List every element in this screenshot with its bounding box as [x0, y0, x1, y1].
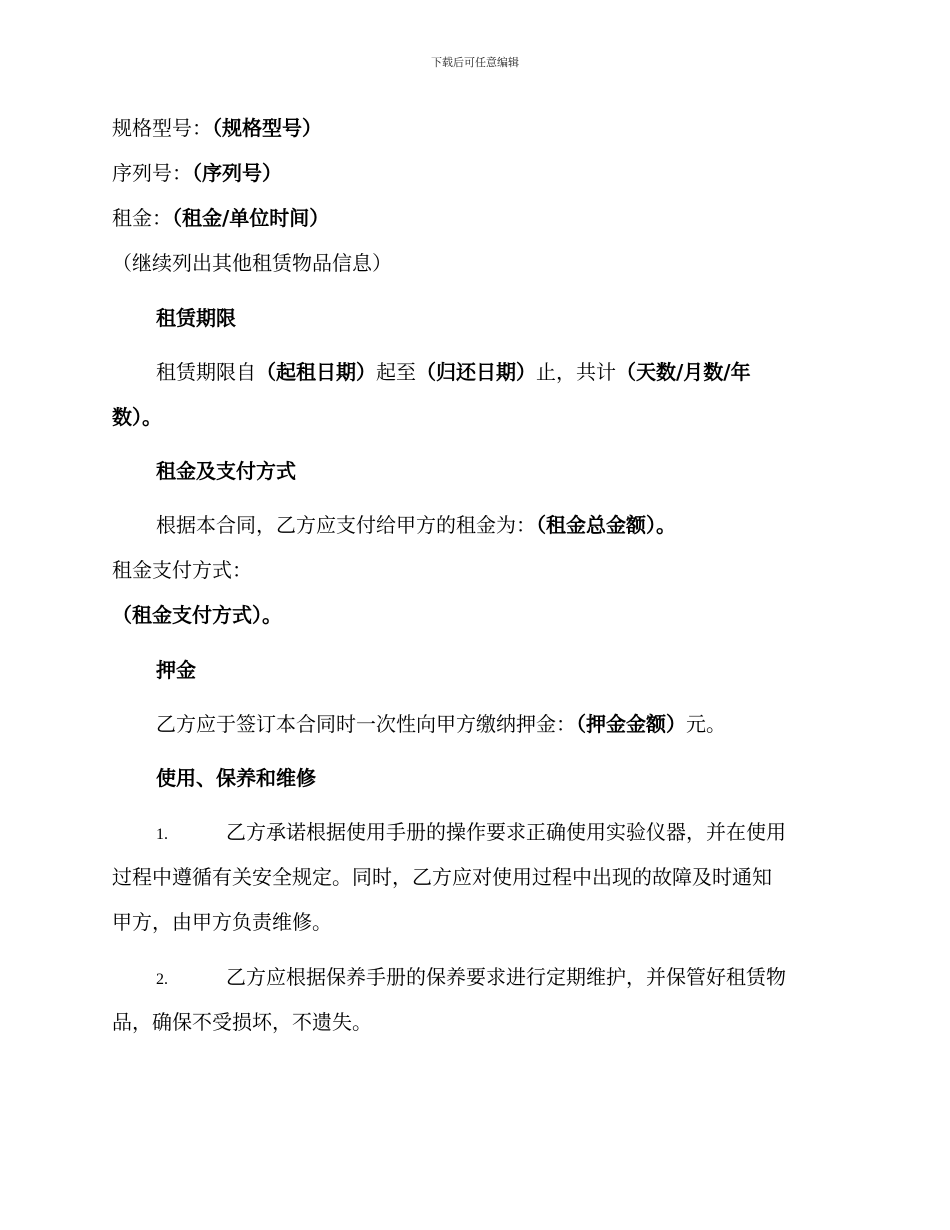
- page-header: 下载后可任意编辑: [431, 56, 519, 69]
- maintenance-item-1-line-3: 甲方，由甲方负责维修。: [112, 910, 332, 934]
- maintenance-item-1-line-1: [156, 818, 786, 849]
- deposit-amount: （押金金额）: [576, 712, 686, 736]
- period-line-1: [156, 358, 751, 386]
- payment-method-value: （租金支付方式）。: [112, 603, 282, 627]
- deposit-line: [156, 710, 726, 738]
- deposit-unit: 元。: [686, 712, 726, 736]
- rent-value: （租金/单位时间）: [172, 206, 330, 230]
- payment-heading: 租金及支付方式: [156, 459, 296, 483]
- period-text-2: 起至: [376, 360, 416, 384]
- serial-value: （序列号）: [192, 161, 282, 185]
- period-end: （归还日期）: [416, 360, 536, 384]
- serial-line: [112, 159, 282, 187]
- more-items-note: （继续列出其他租赁物品信息）: [112, 251, 392, 275]
- payment-text: 根据本合同，乙方应支付给甲方的租金为：: [156, 513, 536, 537]
- maintenance-item-2-line-2: 品，确保不受损坏，不遗失。: [112, 1010, 372, 1034]
- period-text-3: 止，共计: [536, 360, 616, 384]
- model-value: （规格型号）: [212, 116, 322, 140]
- maintenance-heading: 使用、保养和维修: [156, 766, 316, 790]
- maintenance-item-2-number: 2.: [156, 971, 168, 988]
- period-start: （起租日期）: [256, 360, 376, 384]
- period-heading: 租赁期限: [156, 306, 236, 330]
- rent-line: [112, 204, 329, 232]
- maintenance-item-1-line-2: 过程中遵循有关安全规定。同时，乙方应对使用过程中出现的故障及时通知: [112, 865, 772, 889]
- serial-label: 序列号：: [112, 161, 192, 185]
- payment-method-label: 租金支付方式：: [112, 558, 252, 582]
- maintenance-item-1-text: 乙方承诺根据使用手册的操作要求正确使用实验仪器，并在使用: [226, 820, 786, 844]
- deposit-text: 乙方应于签订本合同时一次性向甲方缴纳押金：: [156, 712, 576, 736]
- maintenance-item-2-line-1: [156, 963, 786, 994]
- maintenance-item-2-text: 乙方应根据保养手册的保养要求进行定期维护，并保管好租赁物: [226, 965, 786, 989]
- rent-label: 租金：: [112, 206, 172, 230]
- period-total: （天数/月数/年: [616, 360, 751, 384]
- payment-amount: （租金总金额）。: [536, 513, 676, 537]
- model-line: [112, 114, 322, 142]
- period-line-2: 数）。: [112, 405, 162, 429]
- model-label: 规格型号：: [112, 116, 212, 140]
- period-text-1: 租赁期限自: [156, 360, 256, 384]
- maintenance-item-1-number: 1.: [156, 826, 168, 843]
- deposit-heading: 押金: [156, 658, 196, 682]
- payment-amount-line: [156, 511, 676, 539]
